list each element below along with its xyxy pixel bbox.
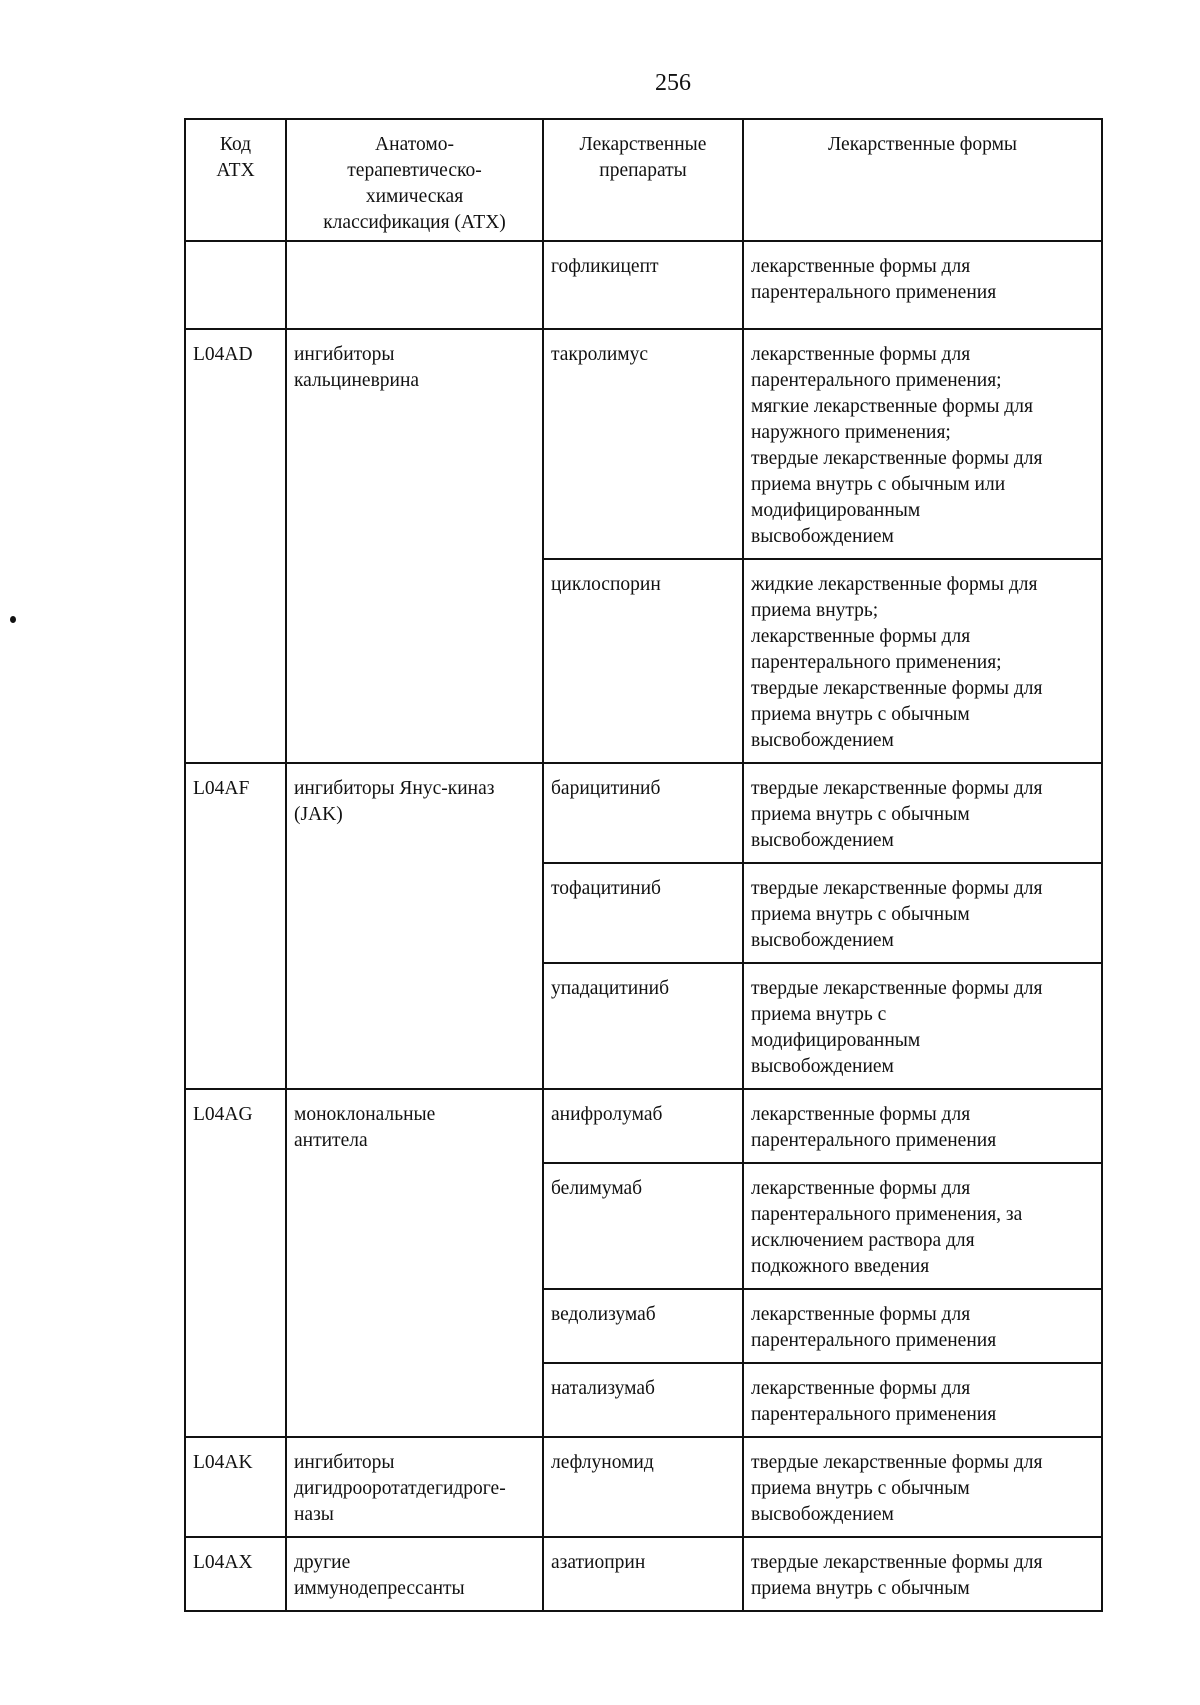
forms-cell: лекарственные формы для парентерального применения bbox=[743, 1289, 1102, 1363]
code-cell: L04AF bbox=[185, 763, 286, 1089]
classification-cell: другие иммунодепрессанты bbox=[286, 1537, 543, 1611]
drug-cell: анифролумаб bbox=[543, 1089, 743, 1163]
drug-cell: белимумаб bbox=[543, 1163, 743, 1289]
code-cell: L04AX bbox=[185, 1537, 286, 1611]
drug-cell: гофликицепт bbox=[543, 241, 743, 329]
classification-cell: ингибиторы дигидрооротатдегидроге- назы bbox=[286, 1437, 543, 1537]
classification-cell: ингибиторы Янус-киназ (JAK) bbox=[286, 763, 543, 1089]
header-code: Код АТХ bbox=[185, 119, 286, 241]
forms-cell: твердые лекарственные формы для приема внутрь с обычным высвобождением bbox=[743, 863, 1102, 963]
forms-cell: твердые лекарственные формы для приема внутрь с модифицированным высвобождением bbox=[743, 963, 1102, 1089]
drug-cell: упадацитиниб bbox=[543, 963, 743, 1089]
stray-mark bbox=[10, 616, 16, 623]
table-header-row bbox=[185, 119, 1102, 241]
drug-cell: ведолизумаб bbox=[543, 1289, 743, 1363]
table-row bbox=[185, 241, 1102, 329]
classification-cell: моноклональные антитела bbox=[286, 1089, 543, 1437]
forms-cell: твердые лекарственные формы для приема внутрь с обычным bbox=[743, 1537, 1102, 1611]
page-number: 256 bbox=[655, 70, 691, 96]
drug-cell: барицитиниб bbox=[543, 763, 743, 863]
table-row bbox=[185, 329, 1102, 559]
drug-cell: такролимус bbox=[543, 329, 743, 559]
forms-cell: лекарственные формы для парентерального применения; мягкие лекарственные формы для наружного применения; твердые лекарственные формы для приема внутрь с обычным или модифицированным высвобождением bbox=[743, 329, 1102, 559]
code-cell: L04AG bbox=[185, 1089, 286, 1437]
table-row bbox=[185, 1437, 1102, 1537]
forms-cell: лекарственные формы для парентерального применения, за исключением раствора для подкожного введения bbox=[743, 1163, 1102, 1289]
classification-cell: ингибиторы кальциневрина bbox=[286, 329, 543, 763]
forms-cell: жидкие лекарственные формы для приема внутрь; лекарственные формы для парентерального применения; твердые лекарственные формы для приема внутрь с обычным высвобождением bbox=[743, 559, 1102, 763]
drug-cell: азатиоприн bbox=[543, 1537, 743, 1611]
drug-cell: циклоспорин bbox=[543, 559, 743, 763]
atc-table bbox=[184, 118, 1103, 1612]
table-row bbox=[185, 1537, 1102, 1611]
code-cell: L04AD bbox=[185, 329, 286, 763]
forms-cell: лекарственные формы для парентерального применения bbox=[743, 1089, 1102, 1163]
code-cell bbox=[185, 241, 286, 329]
code-cell: L04AK bbox=[185, 1437, 286, 1537]
header-forms: Лекарственные формы bbox=[743, 119, 1102, 241]
forms-cell: лекарственные формы для парентерального применения bbox=[743, 241, 1102, 329]
table-row bbox=[185, 1089, 1102, 1163]
forms-cell: твердые лекарственные формы для приема внутрь с обычным высвобождением bbox=[743, 1437, 1102, 1537]
header-classification: Анатомо- терапевтическо- химическая классификация (АТХ) bbox=[286, 119, 543, 241]
table-row bbox=[185, 763, 1102, 863]
forms-cell: твердые лекарственные формы для приема внутрь с обычным высвобождением bbox=[743, 763, 1102, 863]
classification-cell bbox=[286, 241, 543, 329]
forms-cell: лекарственные формы для парентерального применения bbox=[743, 1363, 1102, 1437]
drug-cell: лефлуномид bbox=[543, 1437, 743, 1537]
header-drugs: Лекарственные препараты bbox=[543, 119, 743, 241]
drug-cell: натализумаб bbox=[543, 1363, 743, 1437]
drug-cell: тофацитиниб bbox=[543, 863, 743, 963]
